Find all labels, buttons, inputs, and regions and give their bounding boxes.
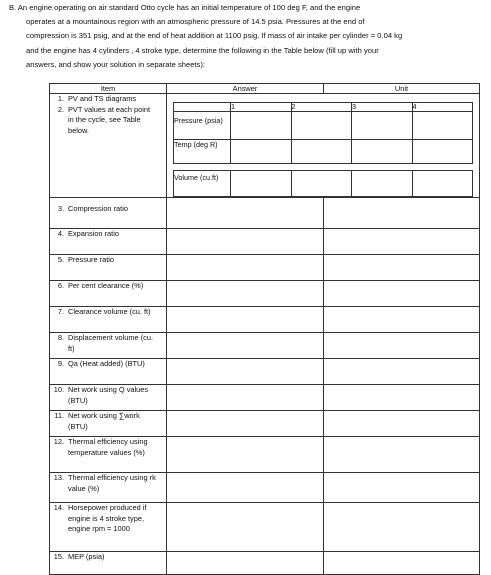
answer-table bbox=[49, 83, 480, 575]
table-row: 7. Clearance volume (cu. ft) bbox=[50, 307, 480, 333]
problem-statement bbox=[9, 1, 481, 72]
unit-4[interactable] bbox=[324, 229, 480, 255]
pvt-row-volume bbox=[174, 171, 473, 197]
unit-12[interactable] bbox=[324, 437, 480, 473]
pvt-label-volume: Volume (cu.ft) bbox=[174, 171, 231, 197]
answer-13[interactable] bbox=[167, 473, 324, 503]
intro-line-3: compression is 351 psig, and at the end of heat addition at 1100 psig. If mass of air intake per cylinder = 0.04 kg bbox=[26, 31, 403, 41]
unit-10[interactable] bbox=[324, 385, 480, 411]
answer-12[interactable] bbox=[167, 437, 324, 473]
answer-8[interactable] bbox=[167, 333, 324, 359]
table-row: 8. Displacement volume (cu. ft) bbox=[50, 333, 480, 359]
answer-7[interactable] bbox=[167, 307, 324, 333]
unit-15[interactable] bbox=[324, 552, 480, 575]
table-row: 5. Pressure ratio bbox=[50, 255, 480, 281]
pvt-cell-v3[interactable] bbox=[352, 171, 413, 197]
unit-6[interactable] bbox=[324, 281, 480, 307]
answer-3[interactable] bbox=[167, 198, 324, 229]
unit-13[interactable] bbox=[324, 473, 480, 503]
pvt-cell-p1[interactable] bbox=[231, 112, 292, 140]
pvt-label-pressure: Pressure (psia) bbox=[174, 112, 231, 140]
table-row: 14. Horsepower produced if engine is 4 stroke type, engine rpm = 1000 bbox=[50, 503, 480, 552]
answer-4[interactable] bbox=[167, 229, 324, 255]
table-row: 13. Thermal efficiency using rk value (%) bbox=[50, 473, 480, 503]
pvt-cell-v2[interactable] bbox=[291, 171, 352, 197]
unit-8[interactable] bbox=[324, 333, 480, 359]
pvt-cell-p4[interactable] bbox=[412, 112, 473, 140]
pvt-cell bbox=[167, 94, 480, 198]
table-row: 3. Compression ratio bbox=[50, 198, 480, 229]
answer-6[interactable] bbox=[167, 281, 324, 307]
answer-9[interactable] bbox=[167, 359, 324, 385]
item-2: 2. PVT values at each point in the cycle, see Table below. bbox=[57, 104, 151, 135]
pvt-cell-t1[interactable] bbox=[231, 140, 292, 164]
intro-line-1: B. An engine operating on air standard Otto cycle has an initial temperature of 100 deg F, and the engine bbox=[9, 3, 361, 12]
pvt-col-4: 4 bbox=[412, 103, 473, 112]
pvt-cell-t4[interactable] bbox=[412, 140, 473, 164]
answer-5[interactable] bbox=[167, 255, 324, 281]
table-row: 11. Net work using ∑work (BTU) bbox=[50, 411, 480, 437]
table-row: 10. Net work using Q values (BTU) bbox=[50, 385, 480, 411]
unit-7[interactable] bbox=[324, 307, 480, 333]
item-1: 1. PV and TS diagrams bbox=[57, 94, 137, 103]
table-row: 6. Per cent clearance (%) bbox=[50, 281, 480, 307]
answer-10[interactable] bbox=[167, 385, 324, 411]
intro-line-5: answers, and show your solution in separate sheets): bbox=[26, 59, 205, 69]
answer-11[interactable] bbox=[167, 411, 324, 437]
pvt-row-temp bbox=[174, 140, 473, 164]
pvt-cell-p2[interactable] bbox=[291, 112, 352, 140]
pvt-row-pressure bbox=[174, 112, 473, 140]
pvt-header-row bbox=[174, 103, 473, 112]
intro-line-4: and the engine has 4 cylinders , 4 stroke type, determine the following in the Table below (fill up with your bbox=[26, 45, 379, 55]
header-answer: Answer bbox=[167, 84, 324, 94]
unit-3[interactable] bbox=[324, 198, 480, 229]
pvt-cell-t2[interactable] bbox=[291, 140, 352, 164]
pvt-label-temp: Temp (deg R) bbox=[174, 140, 231, 164]
pvt-cell-v4[interactable] bbox=[412, 171, 473, 197]
intro-line-2: operates at a mountainous region with an atmospheric pressure of 14.5 psia. Pressures at the end of bbox=[26, 17, 365, 27]
pvt-cell-p3[interactable] bbox=[352, 112, 413, 140]
unit-14[interactable] bbox=[324, 503, 480, 552]
pvt-cell-t3[interactable] bbox=[352, 140, 413, 164]
unit-5[interactable] bbox=[324, 255, 480, 281]
pvt-col-1: 1 bbox=[231, 103, 292, 112]
pvt-col-2: 2 bbox=[291, 103, 352, 112]
answer-15[interactable] bbox=[167, 552, 324, 575]
header-unit: Unit bbox=[324, 84, 480, 94]
header-row bbox=[50, 84, 480, 94]
table-row: 15. MEP (psia) bbox=[50, 552, 480, 575]
table-row: 4. Expansion ratio bbox=[50, 229, 480, 255]
unit-11[interactable] bbox=[324, 411, 480, 437]
pvt-table bbox=[173, 102, 473, 197]
header-item: Item bbox=[50, 84, 167, 94]
pvt-cell-v1[interactable] bbox=[231, 171, 292, 197]
table-row: 12. Thermal efficiency using temperature values (%) bbox=[50, 437, 480, 473]
unit-9[interactable] bbox=[324, 359, 480, 385]
table-row: 9. Qa (Heat added) (BTU) bbox=[50, 359, 480, 385]
pvt-col-3: 3 bbox=[352, 103, 413, 112]
table-row-pvt bbox=[50, 94, 480, 198]
answer-14[interactable] bbox=[167, 503, 324, 552]
